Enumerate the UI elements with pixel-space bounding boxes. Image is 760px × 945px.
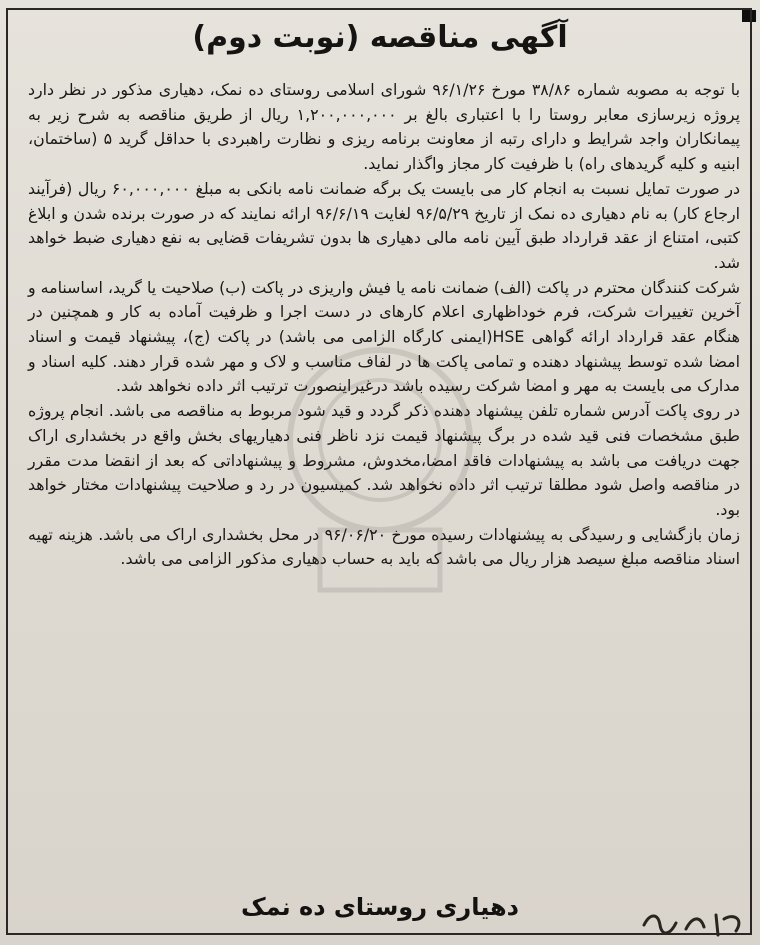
paragraph-envelopes: شرکت کنندگان محترم در پاکت (الف) ضمانت نامه یا فیش واریزی در پاکت (ب) صلاحیت یا گرید، اساسنامه و آخرین تغییرات شرکت، فرم خوداظهاری اعلام کارهای در دست اجرا و ظرفیت آماده به کار و همچنین در هنگام عقد قرارداد ارائه گواهی HSE(ایمنی کارگاه الزامی می باشد) در پاکت (ج)، پیشنهاد قیمت و اسناد امضا شده توسط پیشنهاد دهنده و تمامی پاکت ها در لفاف مناسب و لاک و مهر شده قرار دهند. کلیه اسناد و مدارک می بایست به مهر و امضا شرکت رسیده باشد درغیراینصورت ترتیب اثر داده نخواهد شد. (28, 277, 740, 396)
advert-body (28, 78, 740, 572)
paragraph-resolution: با توجه به مصوبه شماره ۳۸/۸۶ مورخ ۹۶/۱/۲۶ شورای اسلامی روستای ده نمک، دهیاری مذکور در نظر دارد پروژه زیرسازی معابر روستا را با اعتباری بالغ بر ۱,۲۰۰,۰۰۰,۰۰۰ ریال از طریق مناقصه به شرح زیر به پیمانکاران واجد شرایط و دارای رتبه از معاونت برنامه ریزی و نظارت راهبردی با حداقل گرید ۵ (ساختمان، ابنیه و کلیه گریدهای راه) با ظرفیت کار مجاز واگذار نماید. (28, 80, 740, 174)
paragraph-submission: در روی پاکت آدرس شماره تلفن پیشنهاد دهنده ذکر گردد و قید شود مربوط به مناقصه می باشد. انجام پروژه طبق مشخصات فنی قید شده در برگ پیشنهاد قیمت نزد ناظر فنی دهیاریهای بخش واقع در بخشداری اراک جهت دریافت می باشد به پیشنهادات فاقد امضا،مخدوش، مشروط و پیشنهاداتی که بعد از انقضا مدت مقرر در مناقصه واصل شود مطلقا ترتیب اثر داده نخواهد شد. کمیسیون در رد و صلاحیت پیشنهادات مختار خواهد بود. (28, 401, 740, 519)
paragraph-guarantee: در صورت تمایل نسبت به انجام کار می بایست یک برگه ضمانت نامه بانکی به مبلغ ۶۰,۰۰۰,۰۰۰ ریال (فرآیند ارجاع کار) به نام دهیاری ده نمک از تاریخ ۹۶/۵/۲۹ لغایت ۹۶/۶/۱۹ ارائه نمایند که در صورت برنده شدن و ابلاغ کتبی، امتناع از عقد قرارداد طبق آیین نامه مالی دهیاری ها بدون تشریفات قضایی به نفع دهیاری ضبط خواهد شد. (28, 178, 741, 272)
paragraph-opening: زمان بازگشایی و رسیدگی به پیشنهادات رسیده مورخ ۹۶/۰۶/۲۰ در محل بخشداری اراک می باشد. هزینه تهیه اسناد مناقصه مبلغ سیصد هزار ریال می باشد که باید به حساب دهیاری مذکور الزامی می باشد. (28, 524, 741, 569)
signature-issuer: دهیاری روستای ده نمک (241, 893, 519, 921)
advert-title: آگهی مناقصه (نوبت دوم) (192, 20, 568, 55)
handwritten-mark (640, 905, 750, 939)
